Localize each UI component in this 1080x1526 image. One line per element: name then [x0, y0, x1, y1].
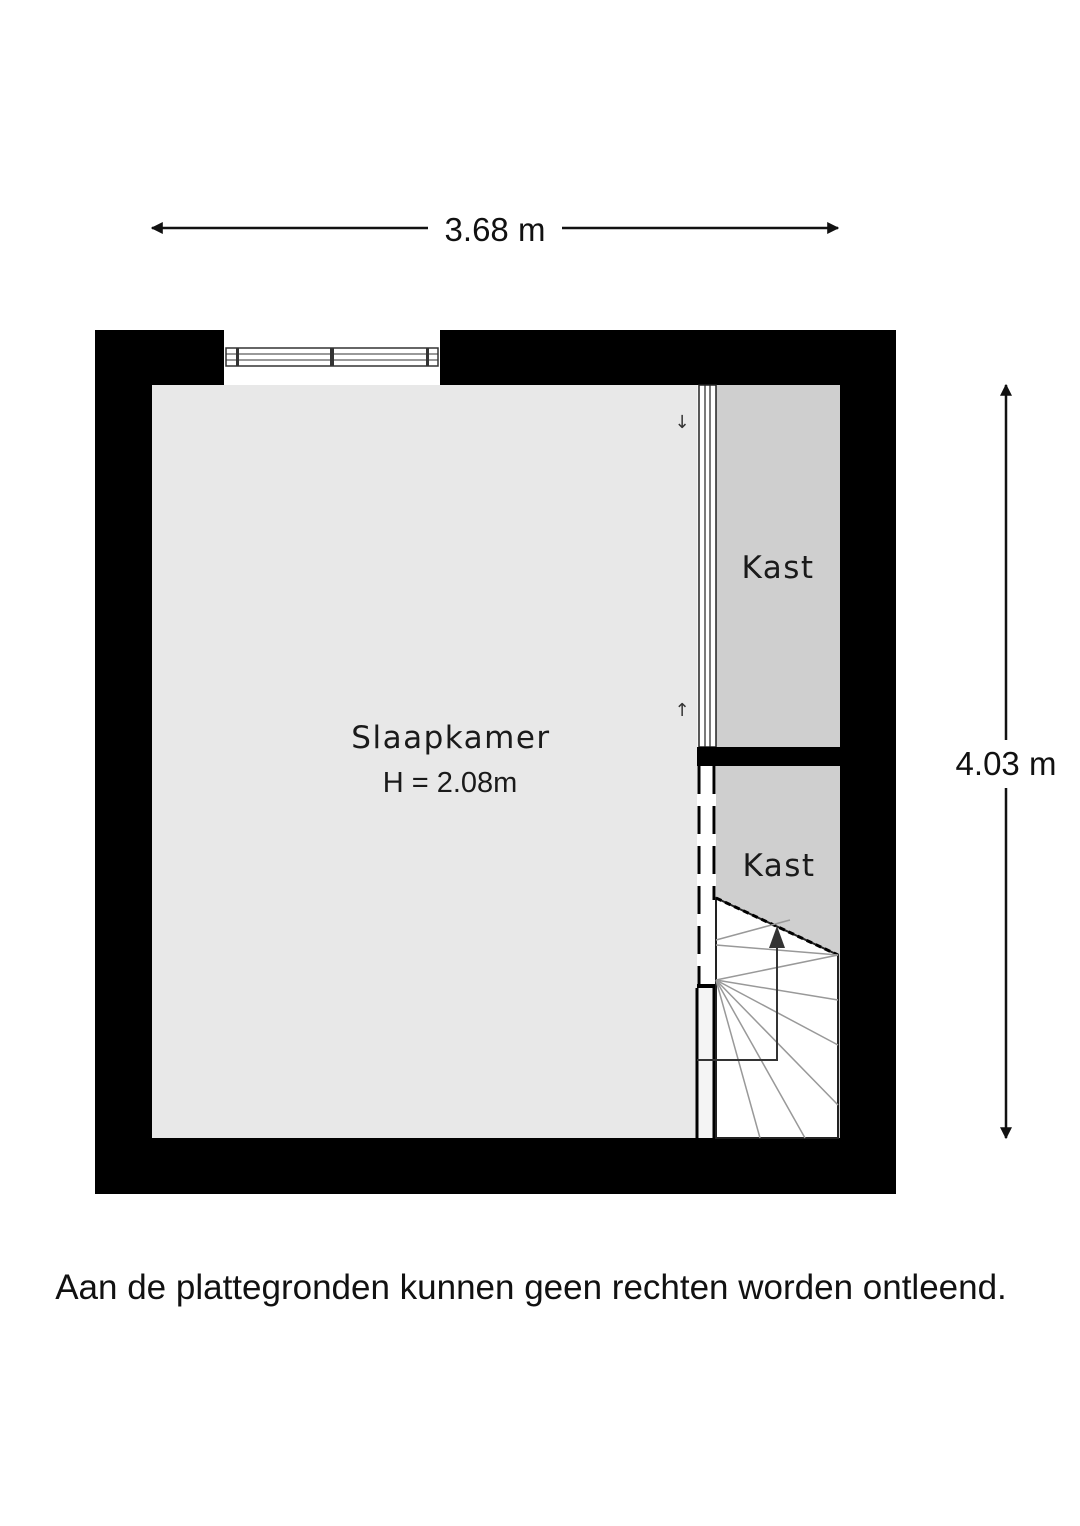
room-height-bedroom: H = 2.08m: [382, 767, 518, 799]
bedroom-floor: [152, 385, 697, 1138]
width-dimension-label: 3.68 m: [444, 211, 546, 248]
room-name-bedroom: Slaapkamer: [351, 720, 551, 756]
closet-divider-wall: [697, 747, 840, 766]
door-arrow-down-icon: ↓: [674, 412, 690, 433]
room-name-closet-top: Kast: [741, 550, 815, 586]
width-dimension: [152, 211, 838, 248]
disclaimer-text: Aan de plattegronden kunnen geen rechten worden ontleend.: [55, 1268, 1007, 1307]
height-dimension-label: 4.03 m: [955, 745, 1057, 782]
height-dimension: [956, 385, 1057, 1138]
room-name-closet-bottom: Kast: [742, 848, 816, 884]
door-arrow-up-icon: ↑: [674, 700, 690, 721]
sliding-door[interactable]: [699, 385, 716, 747]
window: [224, 330, 440, 385]
